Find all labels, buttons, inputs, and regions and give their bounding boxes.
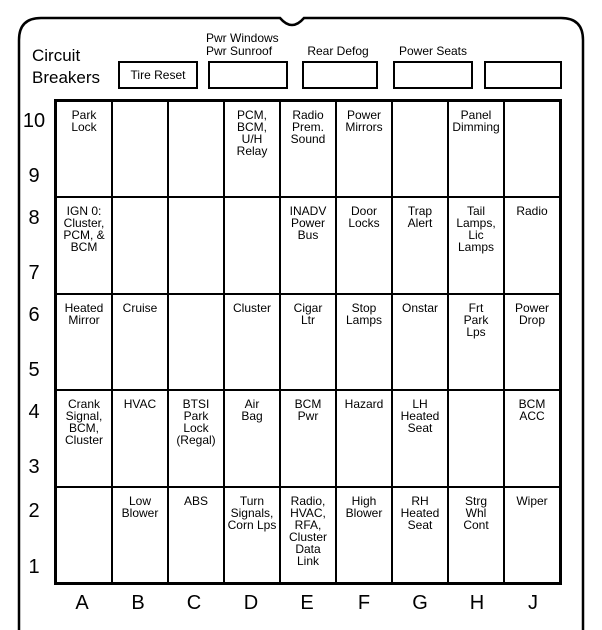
circuit-breakers-title-line2: Breakers <box>32 68 101 87</box>
cb-label-rear-defog: Rear Defog <box>307 44 369 58</box>
cb-box-pwr-windows-sunroof <box>208 61 288 89</box>
fuse-cell-B-10 <box>112 101 168 197</box>
column-letter-C: C <box>186 592 202 614</box>
fuse-cell-B-6: Cruise <box>112 294 168 390</box>
column-letter-D: D <box>243 592 259 614</box>
column-letter-B: B <box>131 592 145 614</box>
cb-label-pwr-windows-sunroof: Pwr Windows Pwr Sunroof <box>206 31 279 58</box>
fuse-cell-H-8: Tail Lamps, Lic Lamps <box>448 197 504 293</box>
row-number-5: 5 <box>28 359 40 381</box>
fuse-cell-B-8 <box>112 197 168 293</box>
fuse-cell-G-2: RH Heated Seat <box>392 487 448 583</box>
fuse-cell-J-6: Power Drop <box>504 294 560 390</box>
column-letter-A: A <box>75 592 89 614</box>
row-number-7: 7 <box>28 262 40 284</box>
fuse-cell-D-2: Turn Signals, Corn Lps <box>224 487 280 583</box>
row-number-2: 2 <box>28 500 40 522</box>
column-letter-G: G <box>412 592 428 614</box>
column-letter-F: F <box>357 592 371 614</box>
fuse-cell-J-2: Wiper <box>504 487 560 583</box>
cb-label-power-seats: Power Seats <box>398 44 468 58</box>
row-number-8: 8 <box>28 207 40 229</box>
fuse-cell-H-4 <box>448 390 504 486</box>
cb-box-unlabeled <box>484 61 562 89</box>
column-letter-J: J <box>528 592 538 614</box>
fuse-cell-E-4: BCM Pwr <box>280 390 336 486</box>
fuse-cell-F-6: Stop Lamps <box>336 294 392 390</box>
fuse-cell-C-6 <box>168 294 224 390</box>
fuse-cell-A-4: Crank Signal, BCM, Cluster <box>56 390 112 486</box>
fuse-cell-C-4: BTSI Park Lock (Regal) <box>168 390 224 486</box>
fuse-cell-D-8 <box>224 197 280 293</box>
column-letter-H: H <box>469 592 485 614</box>
row-number-4: 4 <box>28 401 40 423</box>
fuse-cell-J-10 <box>504 101 560 197</box>
fuse-grid <box>54 99 562 585</box>
fuse-cell-A-6: Heated Mirror <box>56 294 112 390</box>
fuse-cell-D-6: Cluster <box>224 294 280 390</box>
cb-box-rear-defog <box>302 61 378 89</box>
fuse-cell-C-2: ABS <box>168 487 224 583</box>
row-number-6: 6 <box>28 304 40 326</box>
fuse-cell-E-2: Radio, HVAC, RFA, Cluster Data Link <box>280 487 336 583</box>
fuse-cell-H-10: Panel Dimming <box>448 101 504 197</box>
cb-box-power-seats <box>393 61 473 89</box>
cb-box-tire-reset: Tire Reset <box>118 61 198 89</box>
fuse-cell-H-6: Frt Park Lps <box>448 294 504 390</box>
fuse-cell-D-4: Air Bag <box>224 390 280 486</box>
fuse-cell-D-10: PCM, BCM, U/H Relay <box>224 101 280 197</box>
fuse-cell-F-4: Hazard <box>336 390 392 486</box>
fuse-cell-A-8: IGN 0: Cluster, PCM, & BCM <box>56 197 112 293</box>
fuse-cell-C-8 <box>168 197 224 293</box>
fuse-cell-G-8: Trap Alert <box>392 197 448 293</box>
fuse-cell-G-6: Onstar <box>392 294 448 390</box>
fuse-cell-F-8: Door Locks <box>336 197 392 293</box>
fuse-cell-G-10 <box>392 101 448 197</box>
row-number-3: 3 <box>28 456 40 478</box>
fuse-cell-E-6: Cigar Ltr <box>280 294 336 390</box>
fuse-cell-E-8: INADV Power Bus <box>280 197 336 293</box>
column-letter-E: E <box>300 592 314 614</box>
fuse-cell-F-10: Power Mirrors <box>336 101 392 197</box>
fuse-cell-F-2: High Blower <box>336 487 392 583</box>
fuse-cell-B-4: HVAC <box>112 390 168 486</box>
fuse-cell-A-10: Park Lock <box>56 101 112 197</box>
circuit-breakers-title-line1: Circuit <box>32 46 81 65</box>
fuse-cell-B-2: Low Blower <box>112 487 168 583</box>
row-number-1: 1 <box>28 556 40 578</box>
fuse-cell-J-8: Radio <box>504 197 560 293</box>
fuse-cell-C-10 <box>168 101 224 197</box>
fuse-cell-E-10: Radio Prem. Sound <box>280 101 336 197</box>
row-number-10: 10 <box>22 110 46 132</box>
fuse-cell-J-4: BCM ACC <box>504 390 560 486</box>
row-number-9: 9 <box>28 165 40 187</box>
fuse-cell-A-2 <box>56 487 112 583</box>
fuse-cell-H-2: Strg Whl Cont <box>448 487 504 583</box>
fuse-cell-G-4: LH Heated Seat <box>392 390 448 486</box>
